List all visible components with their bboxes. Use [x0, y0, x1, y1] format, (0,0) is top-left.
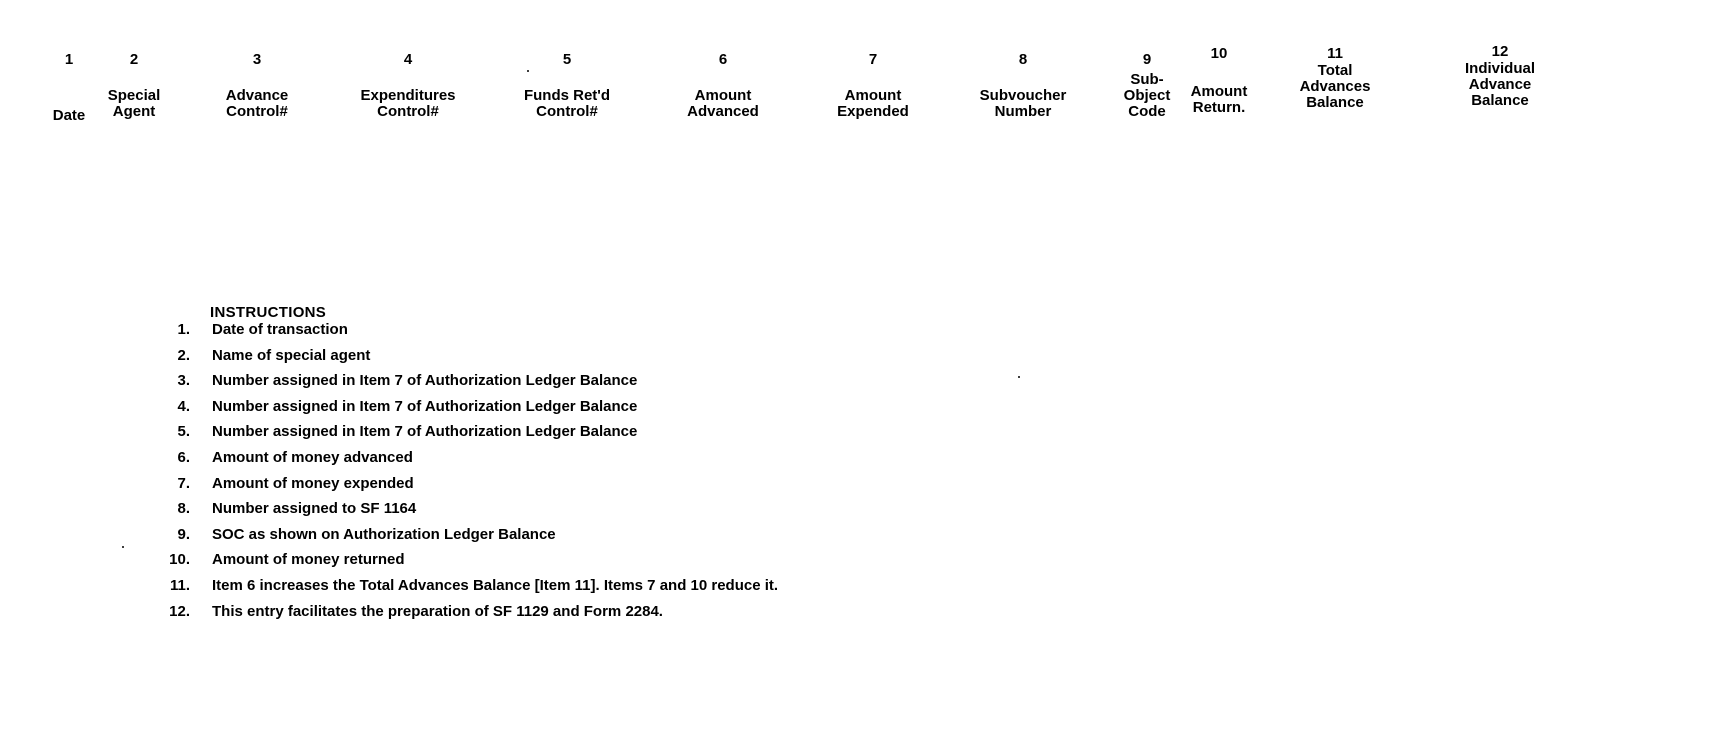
instruction-text: Date of transaction: [212, 321, 348, 338]
instruction-text: Number assigned to SF 1164: [212, 500, 417, 518]
instruction-item: [160, 449, 1360, 475]
column-label: Expenditures Control#: [360, 87, 456, 120]
instruction-number: 6.: [177, 448, 190, 466]
column-header-individual-advance-balance: [1445, 44, 1555, 109]
column-label: Date: [52, 107, 86, 124]
column-header-total-advances-balance: [1285, 46, 1385, 111]
scan-speck: [122, 546, 124, 548]
column-header-funds-returned-control: [507, 52, 627, 120]
instruction-text: Number assigned in Item 7 of Authorization Ledger Balance: [212, 423, 638, 441]
instruction-item: [160, 551, 1360, 577]
column-number: 6: [718, 51, 728, 68]
instruction-text: Name of special agent: [212, 346, 371, 364]
column-header-expenditures-control: [348, 52, 468, 120]
instruction-number: 2.: [177, 346, 190, 364]
instruction-item: [160, 321, 1360, 347]
column-number: 3: [252, 51, 262, 68]
instruction-text: Amount of money advanced: [212, 448, 413, 466]
column-header-date: [44, 52, 94, 124]
instruction-item: [160, 500, 1360, 526]
column-number: 8: [1018, 51, 1028, 68]
instruction-text: Number assigned in Item 7 of Authorization Ledger Balance: [212, 397, 638, 415]
column-number: 12: [1491, 43, 1509, 60]
instruction-text: Item 6 increases the Total Advances Balance [Item 11]. Items 7 and 10 reduce it.: [212, 576, 779, 594]
instruction-number: 4.: [177, 397, 190, 415]
column-label: Amount Advanced: [687, 87, 759, 120]
column-number: 2: [129, 51, 139, 68]
instruction-number: 3.: [177, 372, 190, 390]
instruction-text: Amount of money returned: [212, 551, 405, 569]
column-header-subvoucher-number: [968, 52, 1078, 120]
column-label: Funds Ret'd Control#: [523, 87, 611, 120]
column-number: 5: [562, 51, 572, 68]
column-label: Advance Control#: [225, 87, 289, 120]
instruction-item: [160, 372, 1360, 398]
instruction-text: This entry facilitates the preparation of SF 1129 and Form 2284.: [212, 602, 663, 620]
column-header-amount-returned: [1176, 46, 1262, 116]
column-number: 10: [1210, 45, 1228, 62]
column-label: Sub- Object Code: [1123, 71, 1171, 120]
scan-speck: [527, 70, 529, 72]
instruction-number: 11.: [169, 576, 190, 594]
column-header-advance-control: [207, 52, 307, 120]
column-label: Subvoucher Number: [979, 87, 1067, 120]
column-number: 9: [1142, 51, 1152, 68]
instruction-number: 10.: [169, 551, 190, 569]
column-header-amount-expended: [818, 52, 928, 120]
column-label: Amount Return.: [1190, 83, 1248, 116]
instruction-number: 12.: [169, 602, 190, 620]
instruction-number: 9.: [177, 525, 190, 543]
column-label: Individual Advance Balance: [1464, 60, 1535, 109]
column-header-amount-advanced: [668, 52, 778, 120]
instruction-item: [160, 423, 1360, 449]
column-label: Special Agent: [107, 87, 161, 120]
column-label: Amount Expended: [837, 87, 909, 120]
column-number: 4: [403, 51, 413, 68]
instruction-item: [160, 347, 1360, 373]
instruction-item: [160, 475, 1360, 501]
instruction-number: 8.: [177, 500, 190, 518]
instruction-item: [160, 603, 1360, 629]
column-header-special-agent: [98, 52, 170, 120]
instruction-text: SOC as shown on Authorization Ledger Balance: [212, 525, 556, 543]
column-number: 1: [64, 51, 74, 68]
instructions-list: [160, 321, 1360, 628]
column-number: 7: [868, 51, 878, 68]
instructions-title: INSTRUCTIONS: [210, 304, 327, 321]
instruction-number: 7.: [177, 474, 190, 492]
column-header-sub-object-code: [1112, 52, 1182, 120]
instruction-item: [160, 526, 1360, 552]
column-label: Total Advances Balance: [1299, 62, 1371, 111]
column-header-row: [0, 0, 1729, 180]
instruction-item: [160, 577, 1360, 603]
instruction-item: [160, 398, 1360, 424]
instruction-text: Number assigned in Item 7 of Authorization Ledger Balance: [212, 372, 638, 390]
column-number: 11: [1327, 45, 1343, 62]
instruction-number: 1.: [177, 321, 190, 338]
instruction-number: 5.: [177, 423, 190, 441]
instruction-text: Amount of money expended: [212, 474, 414, 492]
